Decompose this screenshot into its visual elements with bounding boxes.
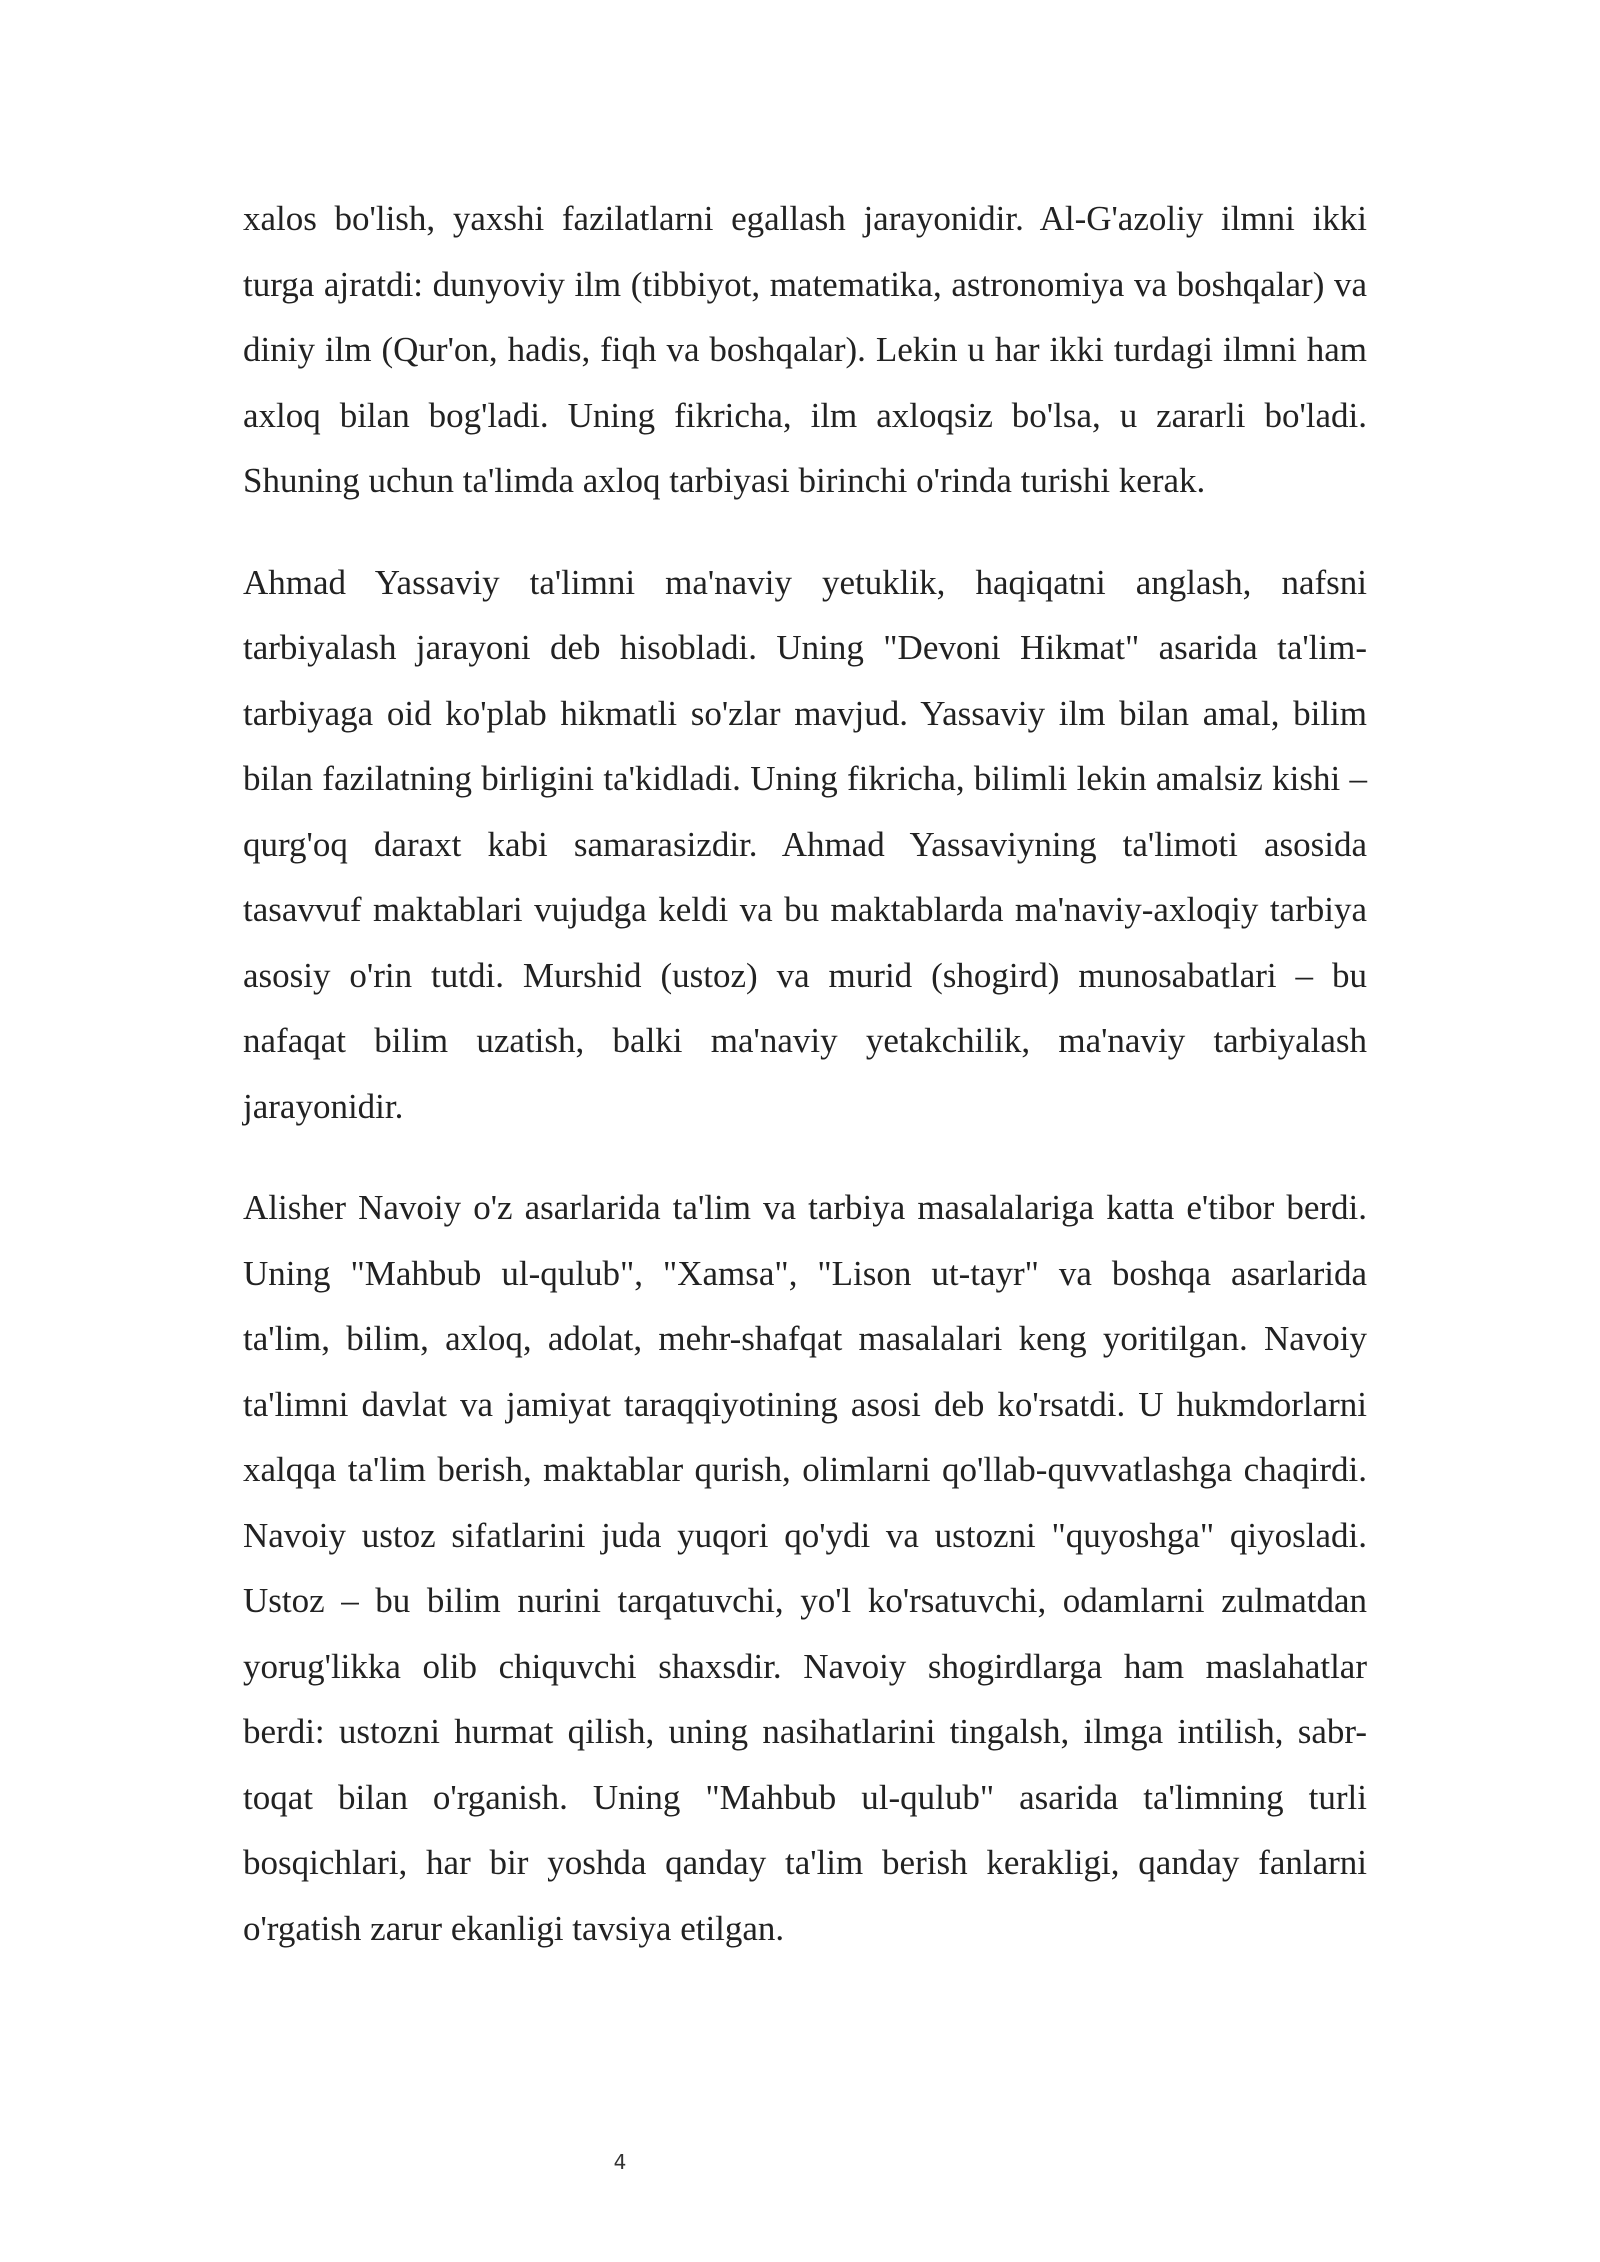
body-text	[243, 186, 1367, 1997]
paragraph-al-gazoliy: xalos bo'lish, yaxshi fazilatlarni egallash jarayonidir. Al-G'azoliy ilmni ikki turga ajratdi: dunyoviy ilm (tibbiyot, matematika, astronomiya va boshqalar) va diniy ilm (Qur'on, hadis, fiqh va boshqalar). Lekin u har ikki turdagi ilmni ham axloq bilan bog'ladi. Uning fikricha, ilm axloqsiz bo'lsa, u zararli bo'ladi. Shuning uchun ta'limda axloq tarbiyasi birinchi o'rinda turishi kerak.	[243, 199, 1367, 500]
paragraph-ahmad-yassaviy: Ahmad Yassaviy ta'limni ma'naviy yetuklik, haqiqatni anglash, nafsni tarbiyalash jarayoni deb hisobladi. Uning "Devoni Hikmat" asarida ta'lim-tarbiyaga oid ko'plab hikmatli so'zlar mavjud. Yassaviy ilm bilan amal, bilim bilan fazilatning birligini ta'kidladi. Uning fikricha, bilimli lekin amalsiz kishi – qurg'oq daraxt kabi samarasizdir. Ahmad Yassaviyning ta'limoti asosida tasavvuf maktablari vujudga keldi va bu maktablarda ma'naviy-axloqiy tarbiya asosiy o'rin tutdi. Murshid (ustoz) va murid (shogird) munosabatlari – bu nafaqat bilim uzatish, balki ma'naviy yetakchilik, ma'naviy tarbiyalash jarayonidir.	[243, 562, 1367, 1126]
paragraph-alisher-navoiy: Alisher Navoiy o'z asarlarida ta'lim va tarbiya masalalariga katta e'tibor berdi. Uning "Mahbub ul-qulub", "Xamsa", "Lison ut-tayr" va boshqa asarlarida ta'lim, bilim, axloq, adolat, mehr-shafqat masalalari keng yoritilgan. Navoiy ta'limni davlat va jamiyat taraqqiyotining asosi deb ko'rsatdi. U hukmdorlarni xalqqa ta'lim berish, maktablar qurish, olimlarni qo'llab-quvvatlashga chaqirdi. Navoiy ustoz sifatlarini juda yuqori qo'ydi va ustozni "quyoshga" qiyosladi. Ustoz – bu bilim nurini tarqatuvchi, yo'l ko'rsatuvchi, odamlarni zulmatdan yorug'likka olib chiquvchi shaxsdir. Navoiy shogirdlarga ham maslahatlar berdi: ustozni hurmat qilish, uning nasihatlarini tingalsh, ilmga intilish, sabr-toqat bilan o'rganish. Uning "Mahbub ul-qulub" asarida ta'limning turli bosqichlari, har bir yoshda qanday ta'lim berish kerakligi, qanday fanlarni o'rgatish zarur ekanligi tavsiya etilgan.	[243, 1188, 1367, 1948]
page-number: 4	[613, 2150, 627, 2174]
